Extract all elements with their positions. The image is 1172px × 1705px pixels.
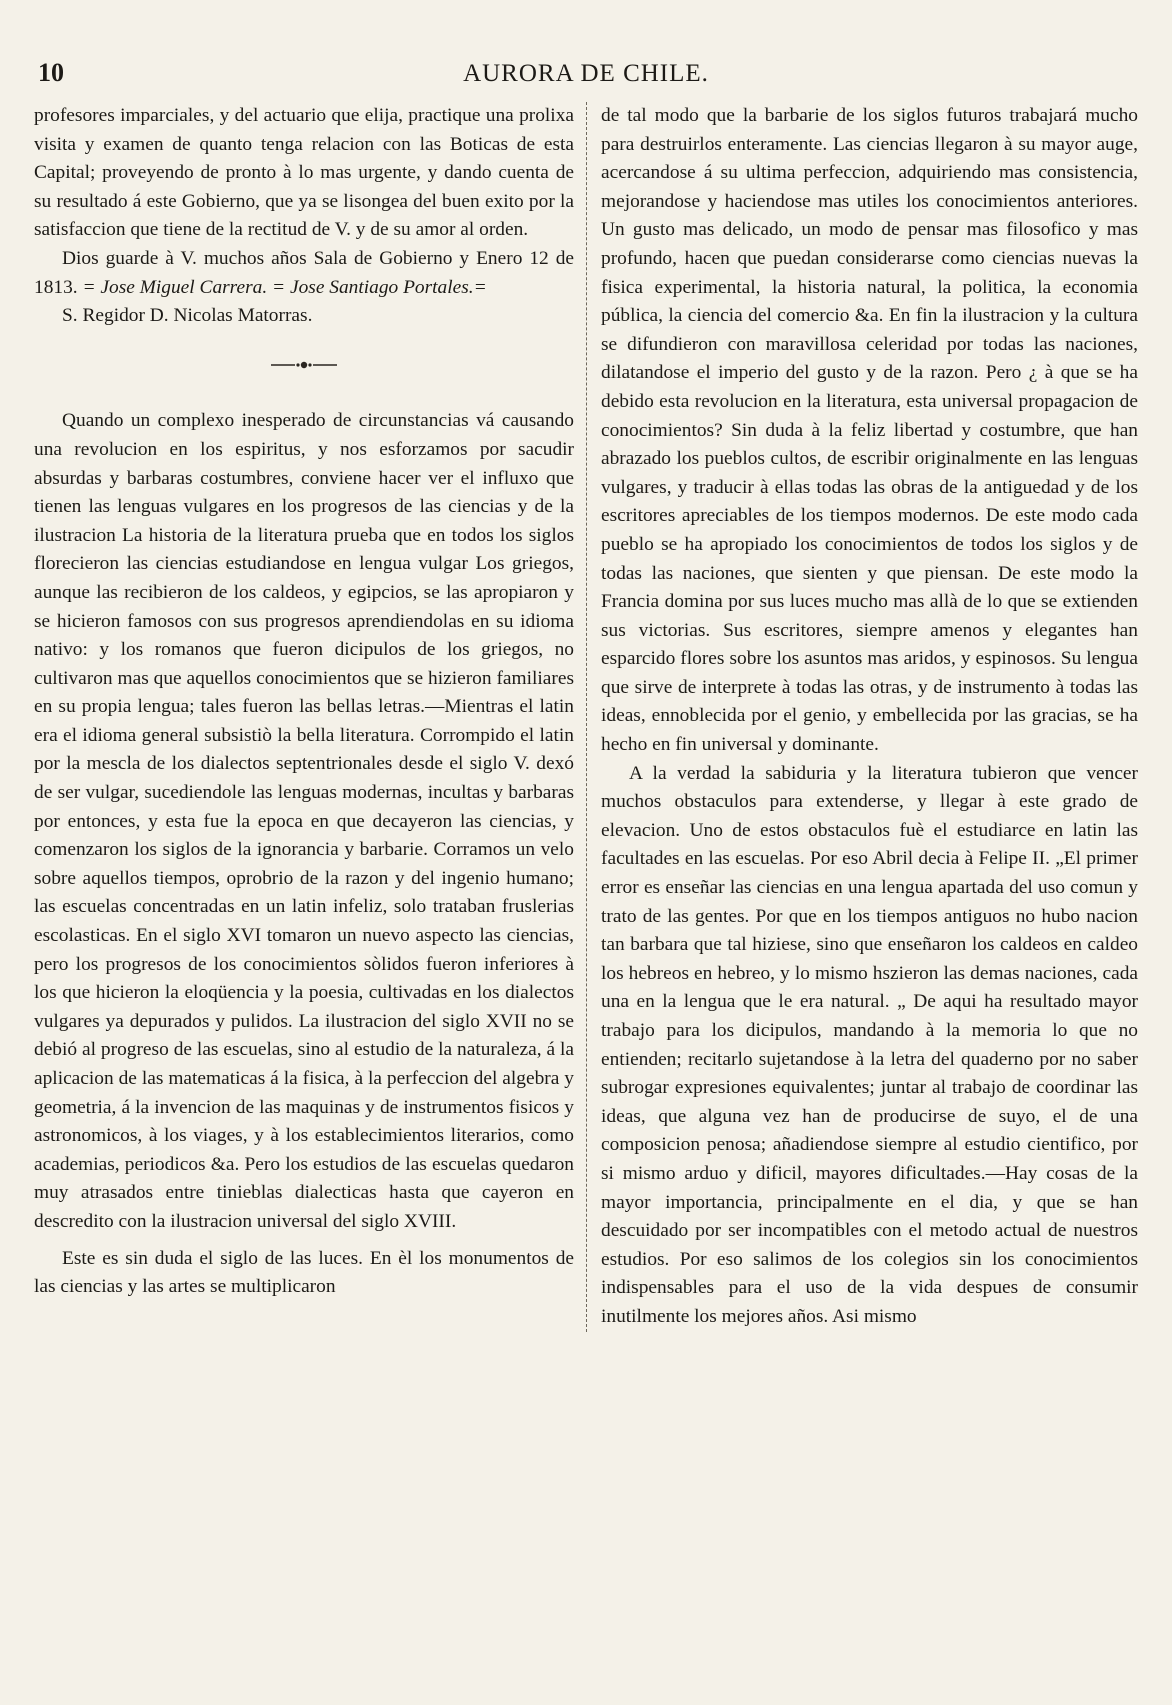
fleuron-ornament-icon [34, 351, 574, 380]
page-header [34, 58, 1138, 98]
essay-paragraph-2-start: Este es sin duda el siglo de las luces. En èl los monumentos de las ciencias y las artes se multiplicaron [34, 1247, 574, 1298]
decree-closing [34, 245, 574, 302]
essay-paragraph-2-cont: de tal modo que la barbarie de los siglos futuros trabajará mucho para destruirlos enteramente. Las ciencias llegaron à su mayor auge, acercandose á su ultima perfeccion, adquiriendo mas consistencia, mejorandose y haciendose mas utiles los conocimientos anteriores. Un gusto mas delicado, un modo de pensar mas filosofico y mas profundo, hacen que puedan considerarse como ciencias nuevas la fisica experimental, la historia natural, la politica, la economia pública, la ciencia del comercio &a. En fin la ilustracion y la cultura se difundieron con maravillosa celeridad por todas las naciones, dilatandose el imperio del gusto y de la razon. Pero ¿ à que se ha debido esta revolucion en la literatura, esta universal propagacion de conocimientos? Sin duda à la feliz libertad y costumbre, que han abrazado los pueblos cultos, de escribir originalmente en las lenguas vulgares, y traducir à ellas todas las obras de la antiguedad y de los escritores apreciables de los tiempos modernos. De este modo cada pueblo se ha apropiado los conocimientos de todos los siglos y de todas las naciones, que sienten y que piensan. De este modo la Francia domina por sus luces mucho mas allà de lo que se extienden sus victorias. Sus escritores, siempre amenos y elegantes han esparcido flores sobre los asuntos mas aridos, y espinosos. Su lengua que sirve de interprete à todas las otras, y de instrumento à todas las ideas, ennoblecida por el genio, y embellecida por las gracias, se ha hecho en fin universal y dominante. [601, 105, 1138, 756]
signatures: = Jose Miguel Carrera. = Jose Santiago Portales.= [82, 276, 487, 298]
closing-text: Dios guarde à V. muchos años Sala de Gobierno y Enero 12 de 1813. [34, 247, 574, 298]
essay-paragraph-3: A la verdad la sabiduria y la literatura tubieron que vencer muchos obstaculos para extenderse, y llegar à este grado de elevacion. Uno de estos obstaculos fuè el estudiarce en latin las facultades en las escuelas. Por eso Abril decia à Felipe II. „El primer error es enseñar las ciencias en una lengua apartada del uso comun y trato de las gentes. Por que en los tiempos antiguos no hubo nacion tan barbara que tal hiziese, sino que enseñaron los caldeos en caldeo los hebreos en hebreo, y lo mismo hszieron las demas naciones, cada una en la lengua que le era natural. „ De aqui ha resultado mayor trabajo para los dicipulos, mandando à la memoria lo que no entienden; recitarlo sujetandose à la letra del quaderno por no saber subrogar expresiones equivalentes; juntar al trabajo de coordinar las ideas, que alguna vez han de producirse de suyo, el de una composicion penosa; añadiendose siempre al estudio cientifico, por si mismo arduo y dificil, mayores dificultades.—Hay cosas de la mayor importancia, principalmente en el dia, y que se han descuidado por ser incompatibles con el metodo actual de nuestros estudios. Por eso salimos de los colegios sin los conocimientos indispensables para el uso de la vida despues de consumir inutilmente los mejores años. Asi mismo [601, 762, 1138, 1327]
decree-text: profesores imparciales, y del actuario que elija, practique una prolixa visita y examen de quanto tenga relacion con las Boticas de esta Capital; proveyendo de pronto à lo mas urgente, y dando cuenta de su resultado á este Gobierno, que ya se lisongea del buen exito por la satisfaccion que tiene de la rectitud de V. y de su amor al orden. [34, 105, 574, 241]
essay-paragraph-1: Quando un complexo inesperado de circunstancias vá causando una revolucion en los espiritus, y nos esforzamos por sacudir absurdas y barbaras costumbres, conviene hacer ver el influxo que tienen las lenguas vulgares en los progresos de las ciencias y de la ilustracion La historia de la literatura prueba que en todos los siglos florecieron las ciencias estudiandose en lengua vulgar Los griegos, aunque las recibieron de los caldeos, y egipcios, se las apropiaron y se hicieron famosos con sus progresos aprendiendolas en su idioma nativo: y los romanos que fueron dicipulos de los griegos, no cultivaron mas que aquellos conocimientos que se hizieron familiares en su propia lengua; tales fueron las bellas letras.—Mientras el latin era el idioma general subsistiò la bella literatura. Corrompido el latin por la mescla de los dialectos septentrionales desde el siglo V. dexó de ser vulgar, sucediendole las lenguas modernas, incultas y barbaras por entonces, y esta fue la epoca en que decayeron las ciencias, y comenzaron los siglos de la ignorancia y barbarie. Corramos un velo sobre aquellos tiempos, oprobrio de la razon y del ingenio humano; las escuelas concentradas en un latin infeliz, solo trataban fruslerias escolasticas. En el siglo XVI tomaron un nuevo aspecto las ciencias, pero los progresos de los conocimientos sòlidos fueron inferiores à los que hicieron la eloqüencia y la poesia, cultivadas en los dialectos vulgares ya depurados y pulidos. La ilustracion del siglo XVII no se debió al progreso de las escuelas, sino al estudio de la naturaleza, á la aplicacion de las matematicas á la fisica, à la perfeccion del algebra y geometria, á la invencion de las maquinas y de instrumentos fisicos y astronomicos, à los viages, y à los establecimientos literarios, como academias, periodicos &a. Pero los estudios de las escuelas quedaron muy atrasados entre tinieblas dialecticas hasta que cayeron en descredito con la ilustracion universal del siglo XVIII. [34, 410, 574, 1232]
text-columns [34, 102, 1138, 1332]
addressee: S. Regidor D. Nicolas Matorras. [62, 305, 313, 327]
left-column [34, 102, 586, 1332]
paragraph-gap [34, 1237, 574, 1245]
right-column [586, 102, 1138, 1332]
page-number: 10 [38, 58, 64, 87]
page-title: AURORA DE CHILE. [463, 60, 709, 87]
